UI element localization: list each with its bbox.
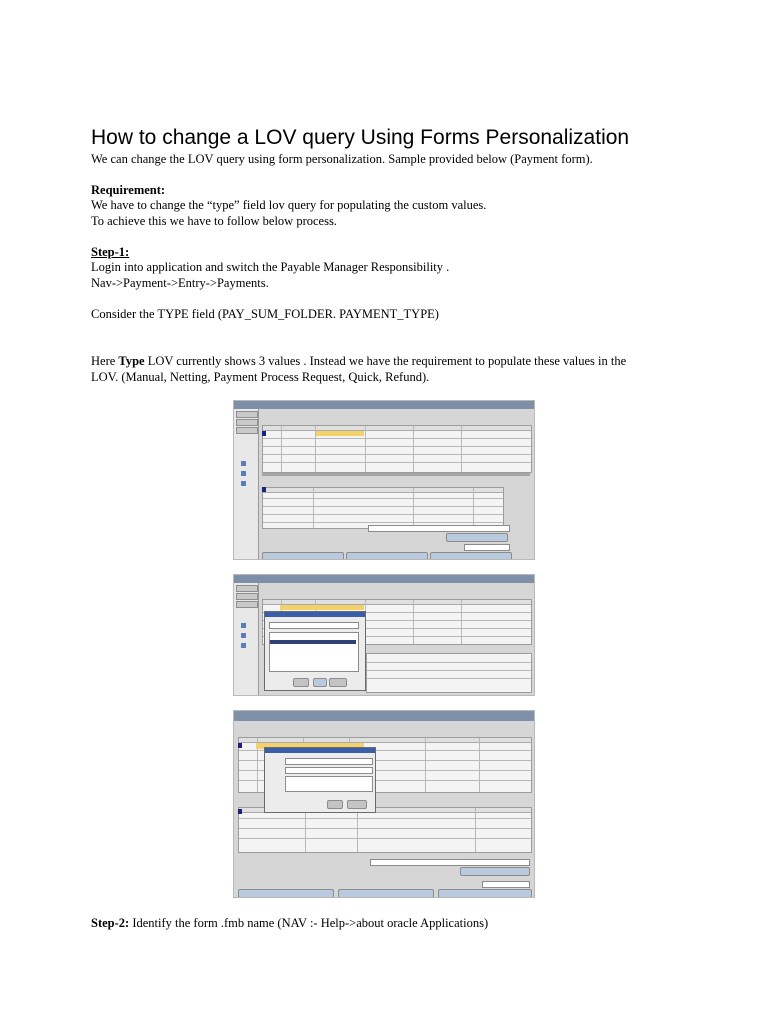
- step-1-line-1: Login into application and switch the Payable Manager Responsibility .: [91, 260, 450, 274]
- here-suffix: LOV currently shows 3 values . Instead we have the requirement to populate these values in the: [144, 354, 627, 368]
- step-1-line-3: Consider the TYPE field (PAY_SUM_FOLDER. PAYMENT_TYPE): [91, 307, 439, 321]
- type-keyword: Type: [118, 354, 145, 368]
- step-1-line-4: [91, 354, 626, 369]
- step-2-heading: Step-2:: [91, 916, 130, 930]
- requirement-line-2: To achieve this we have to follow below process.: [91, 214, 337, 228]
- step-2-text: Identify the form .fmb name (NAV :- Help->about oracle Applications): [129, 916, 489, 930]
- intro-text: We can change the LOV query using form personalization. Sample provided below (Payment form).: [91, 152, 593, 166]
- screenshot-type-lov: [233, 574, 535, 696]
- screenshot-personalization-dialog: [233, 710, 535, 898]
- step-1-line-2: Nav->Payment->Entry->Payments.: [91, 276, 269, 290]
- page-title: How to change a LOV query Using Forms Personalization: [91, 126, 630, 149]
- screenshot-payments-form: [233, 400, 535, 560]
- here-prefix: Here: [91, 354, 119, 368]
- requirement-line-1: We have to change the “type” field lov query for populating the custom values.: [91, 198, 487, 212]
- step-1-line-5: LOV. (Manual, Netting, Payment Process Request, Quick, Refund).: [91, 370, 430, 384]
- step-1-heading: Step-1:: [91, 245, 130, 259]
- requirement-heading: Requirement:: [91, 183, 166, 197]
- step-2-line: [91, 916, 488, 931]
